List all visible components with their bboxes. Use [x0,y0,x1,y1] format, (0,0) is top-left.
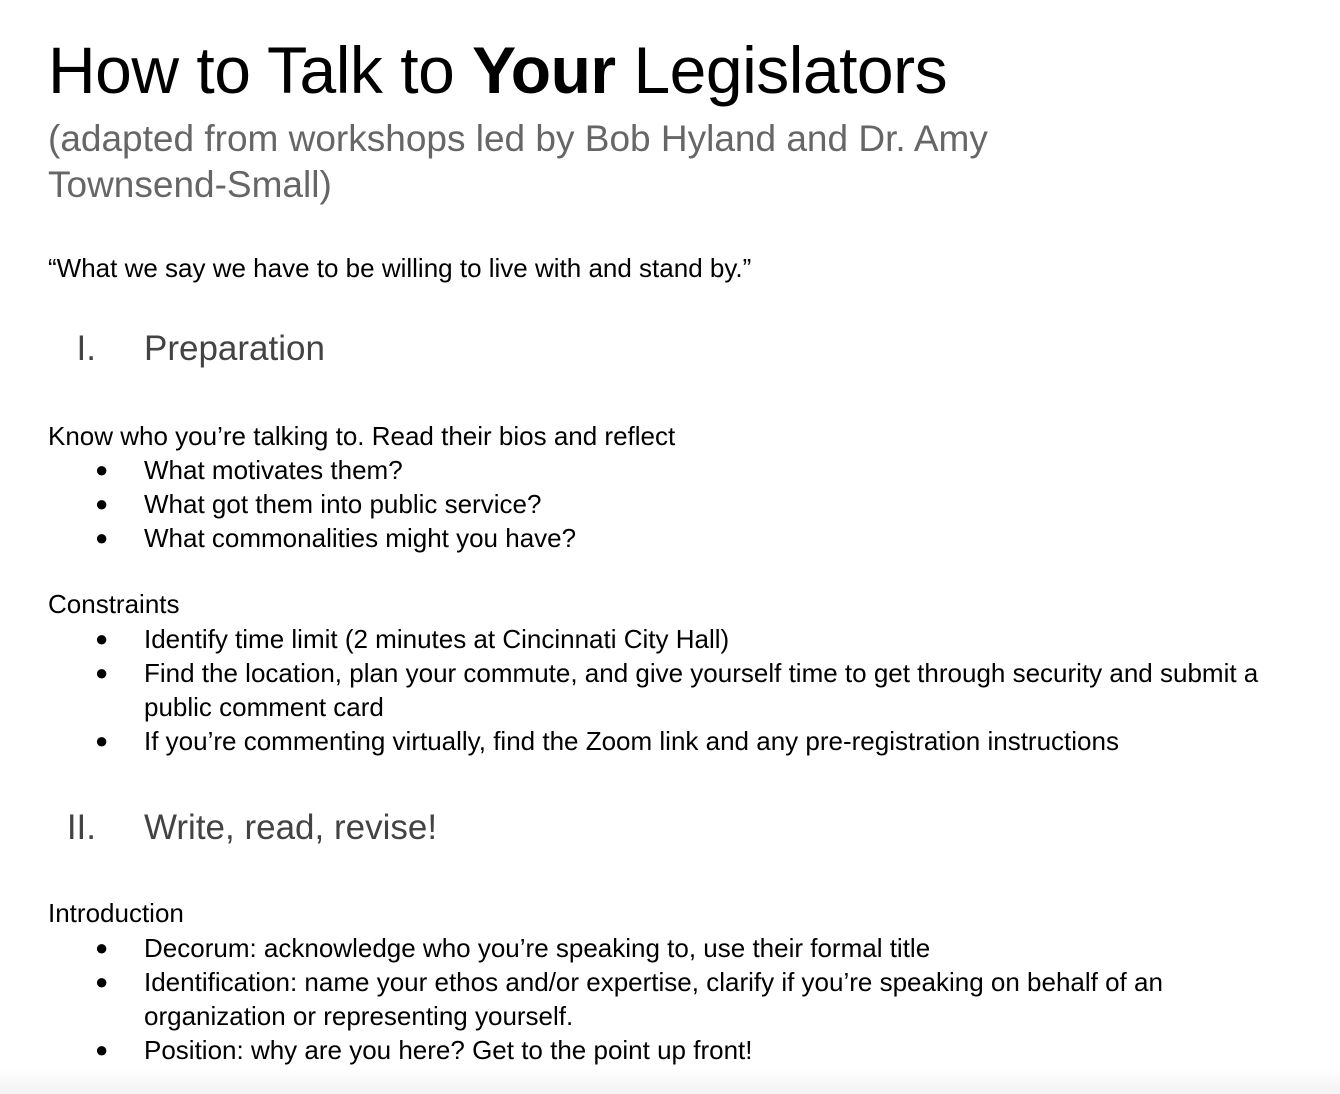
bullet-dot: ● [95,525,109,550]
section-numeral: I. [76,329,96,368]
bullet-dot: ● [95,1037,109,1062]
block-label-know-audience: Know who you’re talking to. Read their bios and reflect [48,421,676,451]
bullet-list-introduction [48,931,1308,1067]
list-item [48,622,1308,656]
block-label-constraints: Constraints [48,589,180,619]
list-item-text: Identification: name your ethos and/or expertise, clarify if you’re speaking on behalf of an organization or representing yourself. [144,967,1163,1031]
bullet-dot: ● [95,935,109,960]
subtitle: (adapted from workshops led by Bob Hyland and Dr. Amy Townsend-Small) [48,118,988,205]
bullet-dot: ● [95,457,109,482]
block-label-introduction: Introduction [48,898,184,928]
list-item-text: What got them into public service? [144,489,542,519]
list-item [48,487,1308,521]
list-item-text: Find the location, plan your commute, and give yourself time to get through security and submit a public comment card [144,658,1259,722]
bullet-dot: ● [95,660,109,685]
section-title: Write, read, revise! [144,808,438,847]
opening-quote: “What we say we have to be willing to live with and stand by.” [48,253,752,283]
bullet-dot: ● [95,969,109,994]
bullet-dot: ● [95,491,109,516]
title-part-2: Legislators [615,33,948,107]
bullet-dot: ● [95,728,109,753]
title-part-1: How to Talk to [48,33,473,107]
list-item [48,724,1308,758]
list-item [48,965,1308,1033]
list-item [48,521,1308,555]
bullet-list-constraints [48,622,1308,758]
list-item-text: If you’re commenting virtually, find the Zoom link and any pre-registration instructions [144,726,1119,756]
list-item-text: What motivates them? [144,455,403,485]
title-emphasis: Your [472,33,616,107]
section-title: Preparation [144,329,325,368]
page-bottom-edge [0,1068,1340,1094]
list-item-text: Decorum: acknowledge who you’re speaking to, use their formal title [144,933,931,963]
list-item [48,1033,1308,1067]
list-item-text: Position: why are you here? Get to the point up front! [144,1035,753,1065]
list-item [48,656,1308,724]
bullet-dot: ● [95,626,109,651]
list-item [48,931,1308,965]
page-title [48,30,947,110]
section-numeral: II. [66,808,96,847]
list-item [48,453,1308,487]
list-item-text: What commonalities might you have? [144,523,577,553]
bullet-list-know-audience [48,453,1308,555]
list-item-text: Identify time limit (2 minutes at Cincinnati City Hall) [144,624,730,654]
